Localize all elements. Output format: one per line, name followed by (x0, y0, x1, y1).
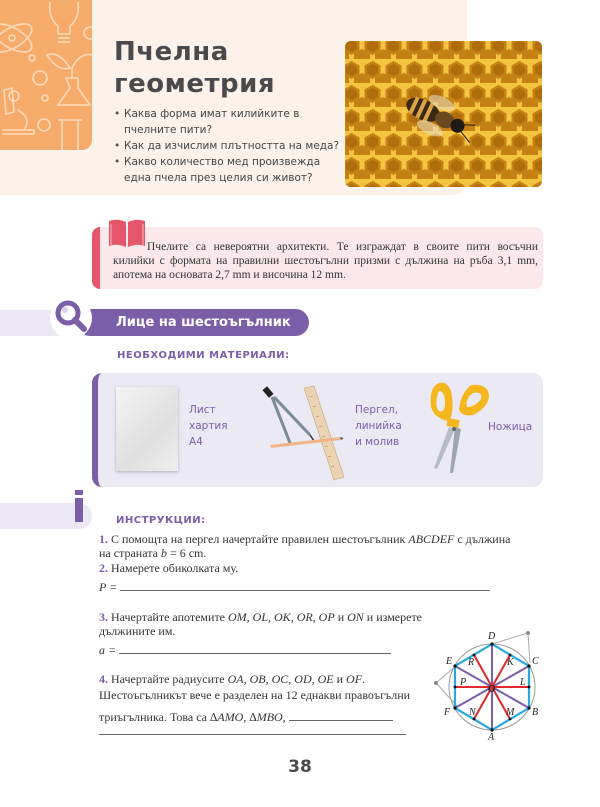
label-line: Лист (189, 404, 216, 416)
material-label-paper (189, 402, 228, 450)
step-text: на страната (99, 546, 161, 560)
svg-text:N: N (469, 707, 476, 718)
svg-text:R: R (468, 657, 475, 668)
step-4 (99, 671, 410, 725)
questions-list (114, 106, 344, 186)
step-text: с дължина (454, 532, 511, 546)
page-number: 38 (288, 757, 312, 777)
step-text: и (333, 672, 347, 686)
step-3 (99, 610, 422, 638)
step-text: Начертайте апотемите (111, 610, 229, 624)
step-text: = 6 cm. (166, 546, 207, 560)
question-item: • Как да изчислим плътността на меда? (114, 138, 344, 154)
step-italic: OM, OL, OK, OR, OP (228, 610, 335, 624)
step-italic: OF (346, 672, 363, 686)
paper-sheet-icon (116, 387, 178, 471)
svg-text:F: F (444, 707, 451, 718)
svg-text:C: C (532, 656, 539, 667)
step-text: Начертайте радиусите (111, 672, 228, 686)
page-title (114, 36, 275, 100)
label-line: и молив (355, 436, 400, 448)
answer-label: a = (99, 643, 117, 657)
apothem-answer-field[interactable] (119, 644, 391, 654)
magnifier-icon (52, 298, 90, 336)
step-text: и (334, 610, 348, 624)
step-italic: ∆AMO, ∆MBO, (210, 710, 286, 724)
step-2 (99, 561, 238, 575)
label-line: Пергел, (355, 404, 399, 416)
title-line-2: геометрия (114, 69, 276, 99)
step-text: дължините им. (99, 624, 176, 638)
label-line: Ножица (488, 421, 533, 433)
title-line-1: Пчелна (114, 37, 229, 67)
triangles-answer-field[interactable] (289, 711, 393, 721)
svg-text:D: D (488, 631, 496, 642)
answer-perimeter (99, 580, 490, 594)
svg-text:P: P (460, 677, 467, 688)
science-pattern-panel (0, 0, 92, 150)
question-item: • Каква форма имат килийките в пчелните пити? (114, 106, 344, 138)
svg-text:O: O (488, 684, 496, 695)
info-text: Пчелите са невероятни архитекти. Те изграждат в своите пити восъчни килийки с формата на правилни шестоъгълни призми с дължина на ръба 3,1 mm, апотема на основата 2,7 mm и височина 12 mm. (113, 241, 538, 281)
hexagon-diagram (424, 620, 554, 740)
label-line: А4 (189, 436, 203, 448)
svg-text:B: B (532, 707, 539, 718)
info-i-icon (75, 490, 83, 522)
step-text: С помощта на пергел начертайте правилен шестоъгълник (111, 532, 409, 546)
compass-ruler-pencil-icon (262, 383, 344, 483)
answer-apothem (99, 643, 391, 657)
material-label-compass (355, 402, 402, 450)
materials-label: НЕОБХОДИМИ МАТЕРИАЛИ: (117, 350, 290, 361)
svg-text:M: M (506, 707, 515, 718)
instructions-label: ИНСТРУКЦИИ: (116, 515, 206, 526)
step-number: 2. (99, 561, 108, 575)
step-italic: ON (347, 610, 364, 624)
scissors-icon (427, 381, 497, 473)
science-pattern-icon (0, 0, 92, 150)
honeycomb-icon (345, 41, 542, 187)
svg-text:K: K (507, 657, 514, 668)
label-line: линийка (355, 420, 402, 432)
step-text: . (362, 672, 366, 686)
honeycomb-photo (345, 41, 542, 187)
step-1 (99, 532, 510, 560)
step-text: и измерете (363, 610, 423, 624)
step-number: 3. (99, 610, 108, 624)
step-text: Намерете обиколката му. (111, 561, 239, 575)
svg-text:L: L (520, 677, 526, 688)
material-label-scissors (488, 419, 532, 435)
step-italic: OA, OB, OC, OD, OE (227, 672, 334, 686)
question-item: • Какво количество мед произвежда една пчела през целия си живот? (114, 154, 344, 186)
svg-text:E: E (446, 656, 453, 667)
label-line: хартия (189, 420, 228, 432)
step-text: триъгълника. Това са (99, 710, 211, 724)
step-italic: ABCDEF (408, 532, 455, 546)
step-text: Шестоъгълникът вече е разделен на 12 еднакви правоъгълни (99, 688, 411, 702)
section-title: Лице на шестоъгълник (116, 315, 291, 330)
answer-label: P = (99, 580, 118, 594)
svg-text:A: A (488, 732, 495, 740)
perimeter-answer-field[interactable] (120, 581, 490, 591)
triangles-answer-field-2[interactable] (99, 725, 406, 735)
step-italic: b (160, 546, 167, 560)
step-number: 4. (99, 672, 108, 686)
step-number: 1. (99, 532, 108, 546)
